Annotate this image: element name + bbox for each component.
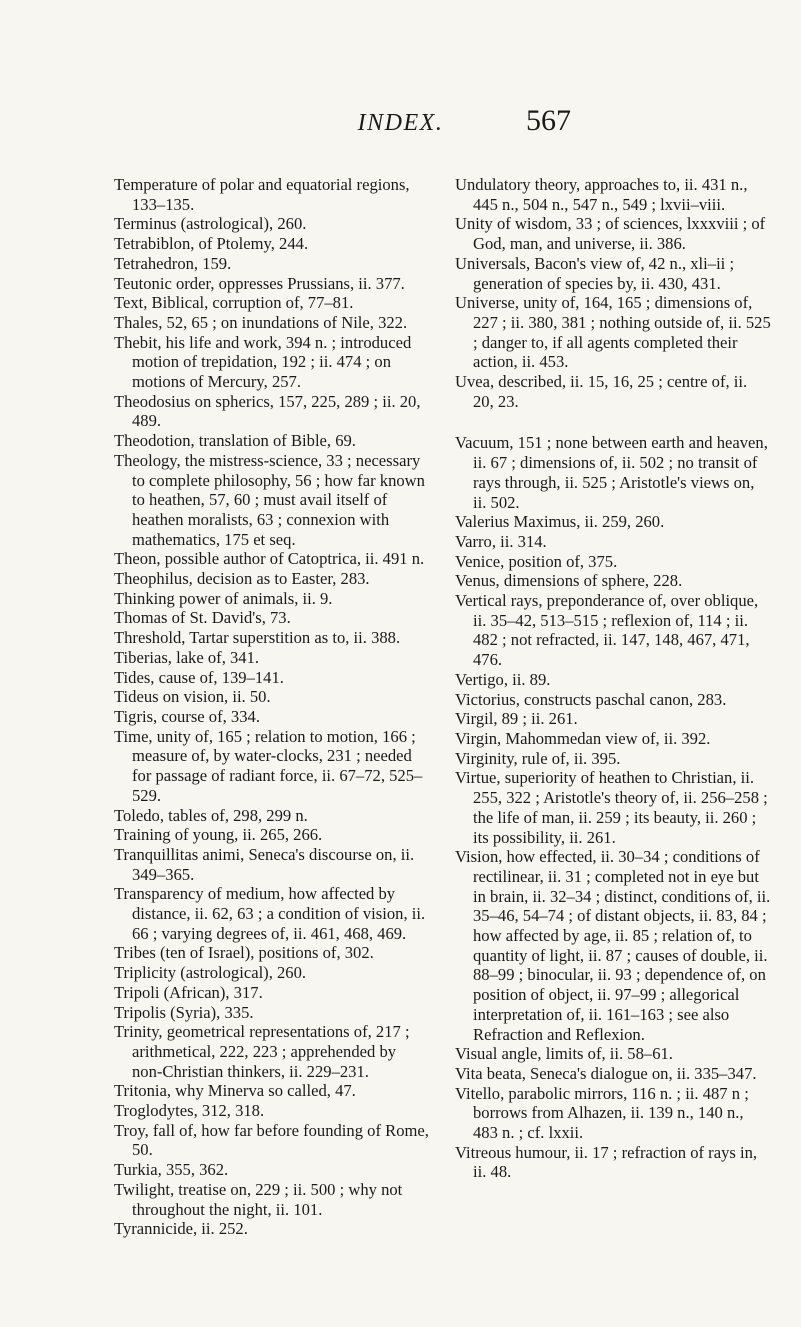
- index-entry: Tiberias, lake of, 341.: [114, 647, 260, 667]
- index-entry: Vitello, parabolic mirrors, 116 n. ; ii. 487 n ; borrows from Alhazen, ii. 139 n., 140 n., 483 n. ; cf. lxxii.: [455, 1083, 749, 1143]
- index-entry: Toledo, tables of, 298, 299 n.: [114, 805, 308, 825]
- index-entry: Teutonic order, oppresses Prussians, ii. 377.: [114, 273, 405, 293]
- index-entry: Tyrannicide, ii. 252.: [114, 1219, 248, 1239]
- right-column: [455, 175, 771, 1182]
- running-head: [0, 100, 801, 140]
- index-entry: Thinking power of animals, ii. 9.: [114, 588, 333, 608]
- page-title: INDEX.: [357, 110, 444, 136]
- index-entry: Vacuum, 151 ; none between earth and heaven, ii. 67 ; dimensions of, ii. 502 ; no transit of rays through, ii. 525 ; Aristotle's views on, ii. 502.: [455, 433, 768, 512]
- index-entry: Undulatory theory, approaches to, ii. 431 n., 445 n., 504 n., 547 n., 549 ; lxvii–viii.: [455, 175, 748, 214]
- index-entry: Troglodytes, 312, 318.: [114, 1101, 265, 1121]
- index-entry: Theophilus, decision as to Easter, 283.: [114, 569, 370, 589]
- index-entry: Vision, how effected, ii. 30–34 ; conditions of rectilinear, ii. 31 ; completed not in eye but in brain, ii. 32–34 ; distinct, conditions of, ii. 35–46, 54–74 ; of distant objects, ii. 83, 84 ; how affected by age, ii. 85 ; relation of, to quantity of light, ii. 87 ; causes of double, ii. 88–99 ; binocular, ii. 93 ; dependence of, on position of object, ii. 97–99 ; allegorical interpretation of, ii. 161–163 ; see also Refraction and Reflexion.: [455, 847, 771, 1044]
- index-entry: Virginity, rule of, ii. 395.: [455, 748, 621, 768]
- index-entry: Vertigo, ii. 89.: [455, 669, 551, 689]
- index-entry: Virgil, 89 ; ii. 261.: [455, 709, 578, 729]
- index-entry: Vitreous humour, ii. 17 ; refraction of rays in, ii. 48.: [455, 1142, 758, 1182]
- index-entry: Visual angle, limits of, ii. 58–61.: [455, 1044, 673, 1064]
- index-entry: Tideus on vision, ii. 50.: [114, 687, 271, 707]
- index-entry: Vertical rays, preponderance of, over oblique, ii. 35–42, 513–515 ; reflexion of, 114 ; ii. 482 ; not refracted, ii. 147, 148, 467, 471, 476.: [455, 591, 759, 670]
- index-entry: Trinity, geometrical representations of, 217 ; arithmetical, 222, 223 ; apprehended by non-Christian thinkers, ii. 229–231.: [114, 1022, 410, 1081]
- index-entry: Venus, dimensions of sphere, 228.: [455, 571, 683, 591]
- index-entry: Varro, ii. 314.: [455, 531, 547, 551]
- index-entry: Theology, the mistress-science, 33 ; necessary to complete philosophy, 56 ; how far known to heathen, 57, 60 ; must avail itself of heathen moralists, 63 ; connexion with mathematics, 175 et seq.: [114, 450, 425, 549]
- index-entry: Transparency of medium, how affected by distance, ii. 62, 63 ; a condition of vision, ii. 66 ; varying degrees of, ii. 461, 468, 469.: [114, 884, 426, 943]
- index-entry: Twilight, treatise on, 229 ; ii. 500 ; why not throughout the night, ii. 101.: [114, 1179, 403, 1219]
- index-entry: Universe, unity of, 164, 165 ; dimensions of, 227 ; ii. 380, 381 ; nothing outside of, ii. 525 ; danger to, if all agents completed their action, ii. 453.: [455, 293, 771, 372]
- index-entry: Tripolis (Syria), 335.: [114, 1002, 254, 1022]
- index-entry: Vita beata, Seneca's dialogue on, ii. 335–347.: [455, 1063, 757, 1083]
- index-entry: Turkia, 355, 362.: [114, 1160, 229, 1180]
- index-entry: Tetrahedron, 159.: [114, 253, 232, 273]
- index-entry: Text, Biblical, corruption of, 77–81.: [114, 293, 354, 313]
- index-entry: Tranquillitas animi, Seneca's discourse on, ii. 349–365.: [114, 844, 415, 884]
- index-entry: Tides, cause of, 139–141.: [114, 667, 284, 687]
- index-entry: Theodosius on spherics, 157, 225, 289 ; ii. 20, 489.: [114, 391, 421, 431]
- index-entry: Terminus (astrological), 260.: [114, 214, 307, 234]
- index-entry: Valerius Maximus, ii. 259, 260.: [455, 512, 665, 532]
- index-entry: Threshold, Tartar superstition as to, ii. 388.: [114, 628, 401, 648]
- index-entry: Temperature of polar and equatorial regions, 133–135.: [114, 175, 410, 214]
- left-column: [114, 175, 429, 1239]
- index-entry: Triplicity (astrological), 260.: [114, 963, 307, 983]
- index-entry: Training of young, ii. 265, 266.: [114, 825, 323, 845]
- index-entry: Theon, possible author of Catoptrica, ii. 491 n.: [114, 549, 425, 569]
- index-entry: Tribes (ten of Israel), positions of, 302.: [114, 943, 374, 963]
- index-entry: Thomas of St. David's, 73.: [114, 608, 291, 628]
- index-entry: Uvea, described, ii. 15, 16, 25 ; centre of, ii. 20, 23.: [455, 372, 748, 411]
- index-entry: Tigris, course of, 334.: [114, 706, 260, 726]
- index-entry: Universals, Bacon's view of, 42 n., xli–ii ; generation of species by, ii. 430, 431.: [455, 253, 735, 293]
- index-entry: Virtue, superiority of heathen to Christian, ii. 255, 322 ; Aristotle's theory of, ii. 256–258 ; the life of man, ii. 259 ; its beauty, ii. 260 ; its possibility, ii. 261.: [455, 768, 768, 847]
- index-entry: Tritonia, why Minerva so called, 47.: [114, 1081, 356, 1101]
- index-entry: Theodotion, translation of Bible, 69.: [114, 431, 356, 451]
- index-entry: Venice, position of, 375.: [455, 551, 618, 571]
- index-entry: Tripoli (African), 317.: [114, 982, 263, 1002]
- index-entry: Tetrabiblon, of Ptolemy, 244.: [114, 234, 309, 254]
- index-entry: Unity of wisdom, 33 ; of sciences, lxxxviii ; of God, man, and universe, ii. 386.: [455, 214, 766, 254]
- page-number: 567: [526, 104, 571, 137]
- index-entry: Virgin, Mahommedan view of, ii. 392.: [455, 728, 711, 748]
- index-entry: Victorius, constructs paschal canon, 283.: [455, 689, 727, 709]
- index-entry: Thales, 52, 65 ; on inundations of Nile, 322.: [114, 312, 408, 332]
- index-entry: Troy, fall of, how far before founding of Rome, 50.: [114, 1120, 429, 1160]
- index-entry: Time, unity of, 165 ; relation to motion, 166 ; measure of, by water-clocks, 231 ; needed for passage of radiant force, ii. 67–72, 525–529.: [114, 726, 423, 805]
- index-entry: Thebit, his life and work, 394 n. ; introduced motion of trepidation, 192 ; ii. 474 ; on motions of Mercury, 257.: [114, 332, 412, 392]
